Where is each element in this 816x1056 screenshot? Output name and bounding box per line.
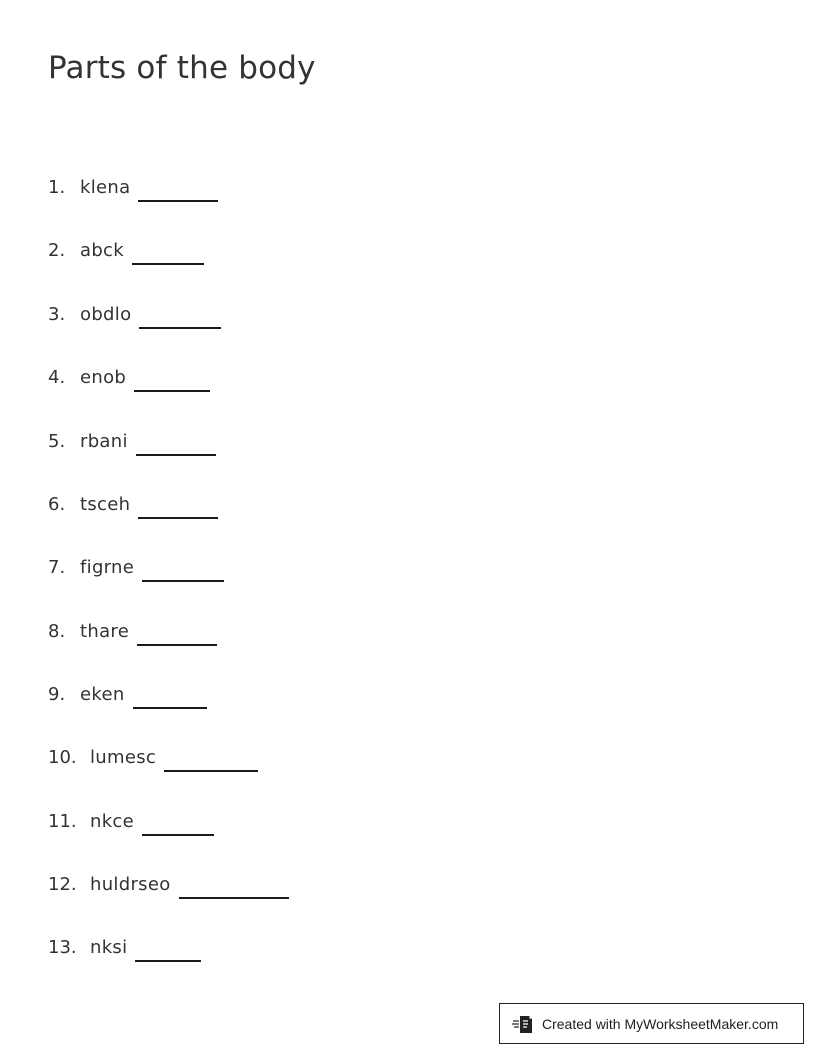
item-number: 12. [48,874,77,895]
scrambled-word: abck [80,240,124,261]
list-item [48,487,218,523]
list-item [48,614,217,650]
answer-blank[interactable] [138,517,218,519]
item-number: 7. [48,557,66,578]
list-item [48,233,204,269]
scrambled-word: enob [80,367,127,388]
item-number: 8. [48,621,66,642]
answer-blank[interactable] [135,960,201,962]
worksheet-title: Parts of the body [48,50,316,86]
item-number: 9. [48,684,66,705]
scrambled-word: obdlo [80,304,132,325]
answer-blank[interactable] [136,454,216,456]
item-number: 2. [48,240,66,261]
item-number: 5. [48,431,66,452]
item-number: 13. [48,937,77,958]
badge-label: Created with MyWorksheetMaker.com [542,1015,779,1032]
answer-blank[interactable] [138,200,218,202]
item-number: 6. [48,494,66,515]
scrambled-word: huldrseo [90,874,171,895]
answer-blank[interactable] [139,327,221,329]
list-item [48,550,224,586]
item-number: 10. [48,747,77,768]
list-item [48,170,218,206]
item-number: 1. [48,177,66,198]
list-item [48,297,221,333]
list-item [48,804,214,840]
list-item [48,930,201,966]
list-item [48,677,207,713]
scrambled-word: eken [80,684,125,705]
scrambled-word: figrne [80,557,135,578]
scrambled-word: nkce [90,811,135,832]
list-item [48,867,289,903]
answer-blank[interactable] [142,580,224,582]
answer-blank[interactable] [164,770,258,772]
answer-blank[interactable] [142,834,214,836]
answer-blank[interactable] [132,263,204,265]
answer-blank[interactable] [133,707,207,709]
list-item [48,740,258,776]
scrambled-word: lumesc [90,747,157,768]
created-with-badge[interactable] [499,1003,804,1044]
item-number: 3. [48,304,66,325]
scrambled-word: thare [80,621,130,642]
item-number: 4. [48,367,66,388]
list-item [48,360,210,396]
answer-blank[interactable] [179,897,289,899]
worksheet-maker-logo-icon [512,1013,534,1035]
scrambled-word: tsceh [80,494,131,515]
list-item [48,424,216,460]
answer-blank[interactable] [137,644,217,646]
scrambled-word: nksi [90,937,128,958]
scrambled-word: klena [80,177,131,198]
scrambled-word: rbani [80,431,128,452]
item-number: 11. [48,811,77,832]
answer-blank[interactable] [134,390,210,392]
